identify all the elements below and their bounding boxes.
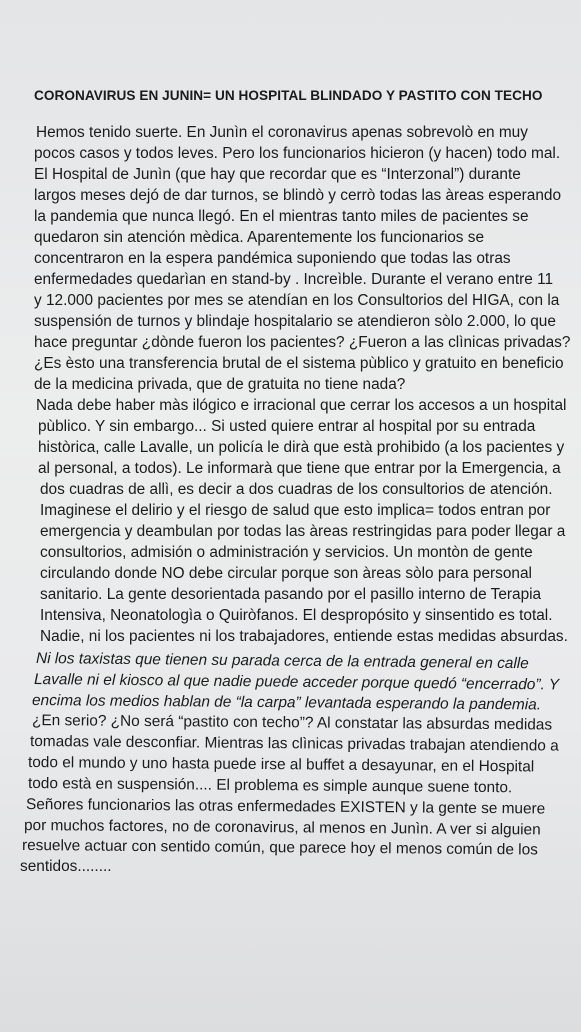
- body-line: consultorios, admisión o administración y servicios. Un montòn de gente: [40, 544, 533, 561]
- body-line: hace preguntar ¿dònde fueron los pacientes? ¿Fueron a las clìnicas privadas?: [34, 334, 571, 351]
- body-line: la pandemia que nunca llegó. En el mientras tanto miles de pacientes se: [34, 208, 529, 225]
- body-line: de la medicina privada, que de gratuita no tiene nada?: [34, 376, 406, 393]
- body-line: concentraron en la espera pandémica suponiendo que todas las otras: [34, 250, 511, 267]
- body-line: emergencia y deambulan por todas las àreas restringidas para poder llegar a: [40, 523, 566, 540]
- body-line: ¿Es èsto una transferencia brutal de el sistema pùblico y gratuito en beneficio: [34, 355, 564, 372]
- body-line: todo està en suspensión.... El problema es simple aunque suene tonto.: [27, 775, 513, 797]
- body-line: Señores funcionarios las otras enfermedades EXISTEN y la gente se muere: [25, 796, 546, 818]
- body-line: pocos casos y todos leves. Pero los funcionarios hicieron (y hacen) todo mal.: [34, 145, 561, 162]
- body-line: dos cuadras de allì, es decir a dos cuadras de los consultorios de atención.: [40, 481, 553, 498]
- body-line: sanitario. La gente desorientada pasando por el pasillo interno de Terapia: [40, 586, 542, 603]
- body-line: encima los medios hablan de “la carpa” levantada esperando la pandemia.: [31, 692, 542, 714]
- body-line: circulando donde NO debe circular porque son àreas sòlo para personal: [40, 565, 532, 582]
- body-line: El Hospital de Junìn (que hay que recordar que es “Interzonal”) durante: [34, 166, 521, 183]
- body-line: sentidos........: [20, 858, 112, 875]
- body-line: y 12.000 pacientes por mes se atendían en los Consultorios del HIGA, con la: [34, 292, 560, 309]
- body-line: por muchos factores, no de coronavirus, al menos en Junìn. A ver si alguien: [23, 817, 541, 839]
- body-line: suspensión de turnos y blindaje hospitalario se atendieron sòlo 2.000, lo que: [34, 313, 556, 330]
- body-line: todo el mundo y uno hasta puede irse al buffet a desayunar, en el Hospital: [27, 754, 535, 776]
- body-line: pùblico. Y sin embargo... Si usted quiere entrar al hospital por su entrada: [38, 418, 536, 435]
- body-line: resuelve actuar con sentido común, que parece hoy el menos común de los: [21, 837, 538, 859]
- body-line: Ni los taxistas que tienen su parada cerca de la entrada general en calle: [35, 650, 529, 673]
- body-line: Intensiva, Neonatologìa o Quiròfanos. El despropósito y sinsentido es total.: [40, 607, 553, 624]
- body-line: Lavalle ni el kiosco al que nadie puede acceder porque quedó “encerrado”. Y: [33, 671, 560, 694]
- body-line: Nadie, ni los pacientes ni los trabajadores, entiende estas medidas absurdas.: [40, 628, 568, 645]
- body-line: Nada debe haber màs ilógico e irracional que cerrar los accesos a un hospital: [36, 397, 567, 414]
- body-line: històrica, calle Lavalle, un policía le dirà que està prohibido (a los pacientes y: [38, 439, 565, 456]
- body-line: tomadas vale desconfiar. Mientras las clìnicas privadas trabajan atendiendo a: [29, 733, 559, 755]
- document-title: CORONAVIRUS EN JUNIN= UN HOSPITAL BLINDADO Y PASTITO CON TECHO: [34, 88, 543, 103]
- body-line: largos meses dejó de dar turnos, se blindò y cerrò todas las àreas esperando: [34, 187, 562, 204]
- body-line: enfermedades quedarìan en stand-by . Increìble. Durante el verano entre 11: [34, 271, 554, 288]
- body-line: Imaginese el delirio y el riesgo de salud que esto implica= todos entran por: [40, 502, 551, 519]
- body-line: al personal, a todos). Le informarà que tiene que entrar por la Emergencia, a: [38, 460, 561, 477]
- body-line: ¿En serio? ¿No será “pastito con techo”? Al constatar las absurdas medidas: [31, 712, 553, 734]
- body-line: Hemos tenido suerte. En Junìn el coronavirus apenas sobrevolò en muy: [36, 124, 528, 141]
- body-line: quedaron sin atención mèdica. Aparentemente los funcionarios se: [34, 229, 485, 246]
